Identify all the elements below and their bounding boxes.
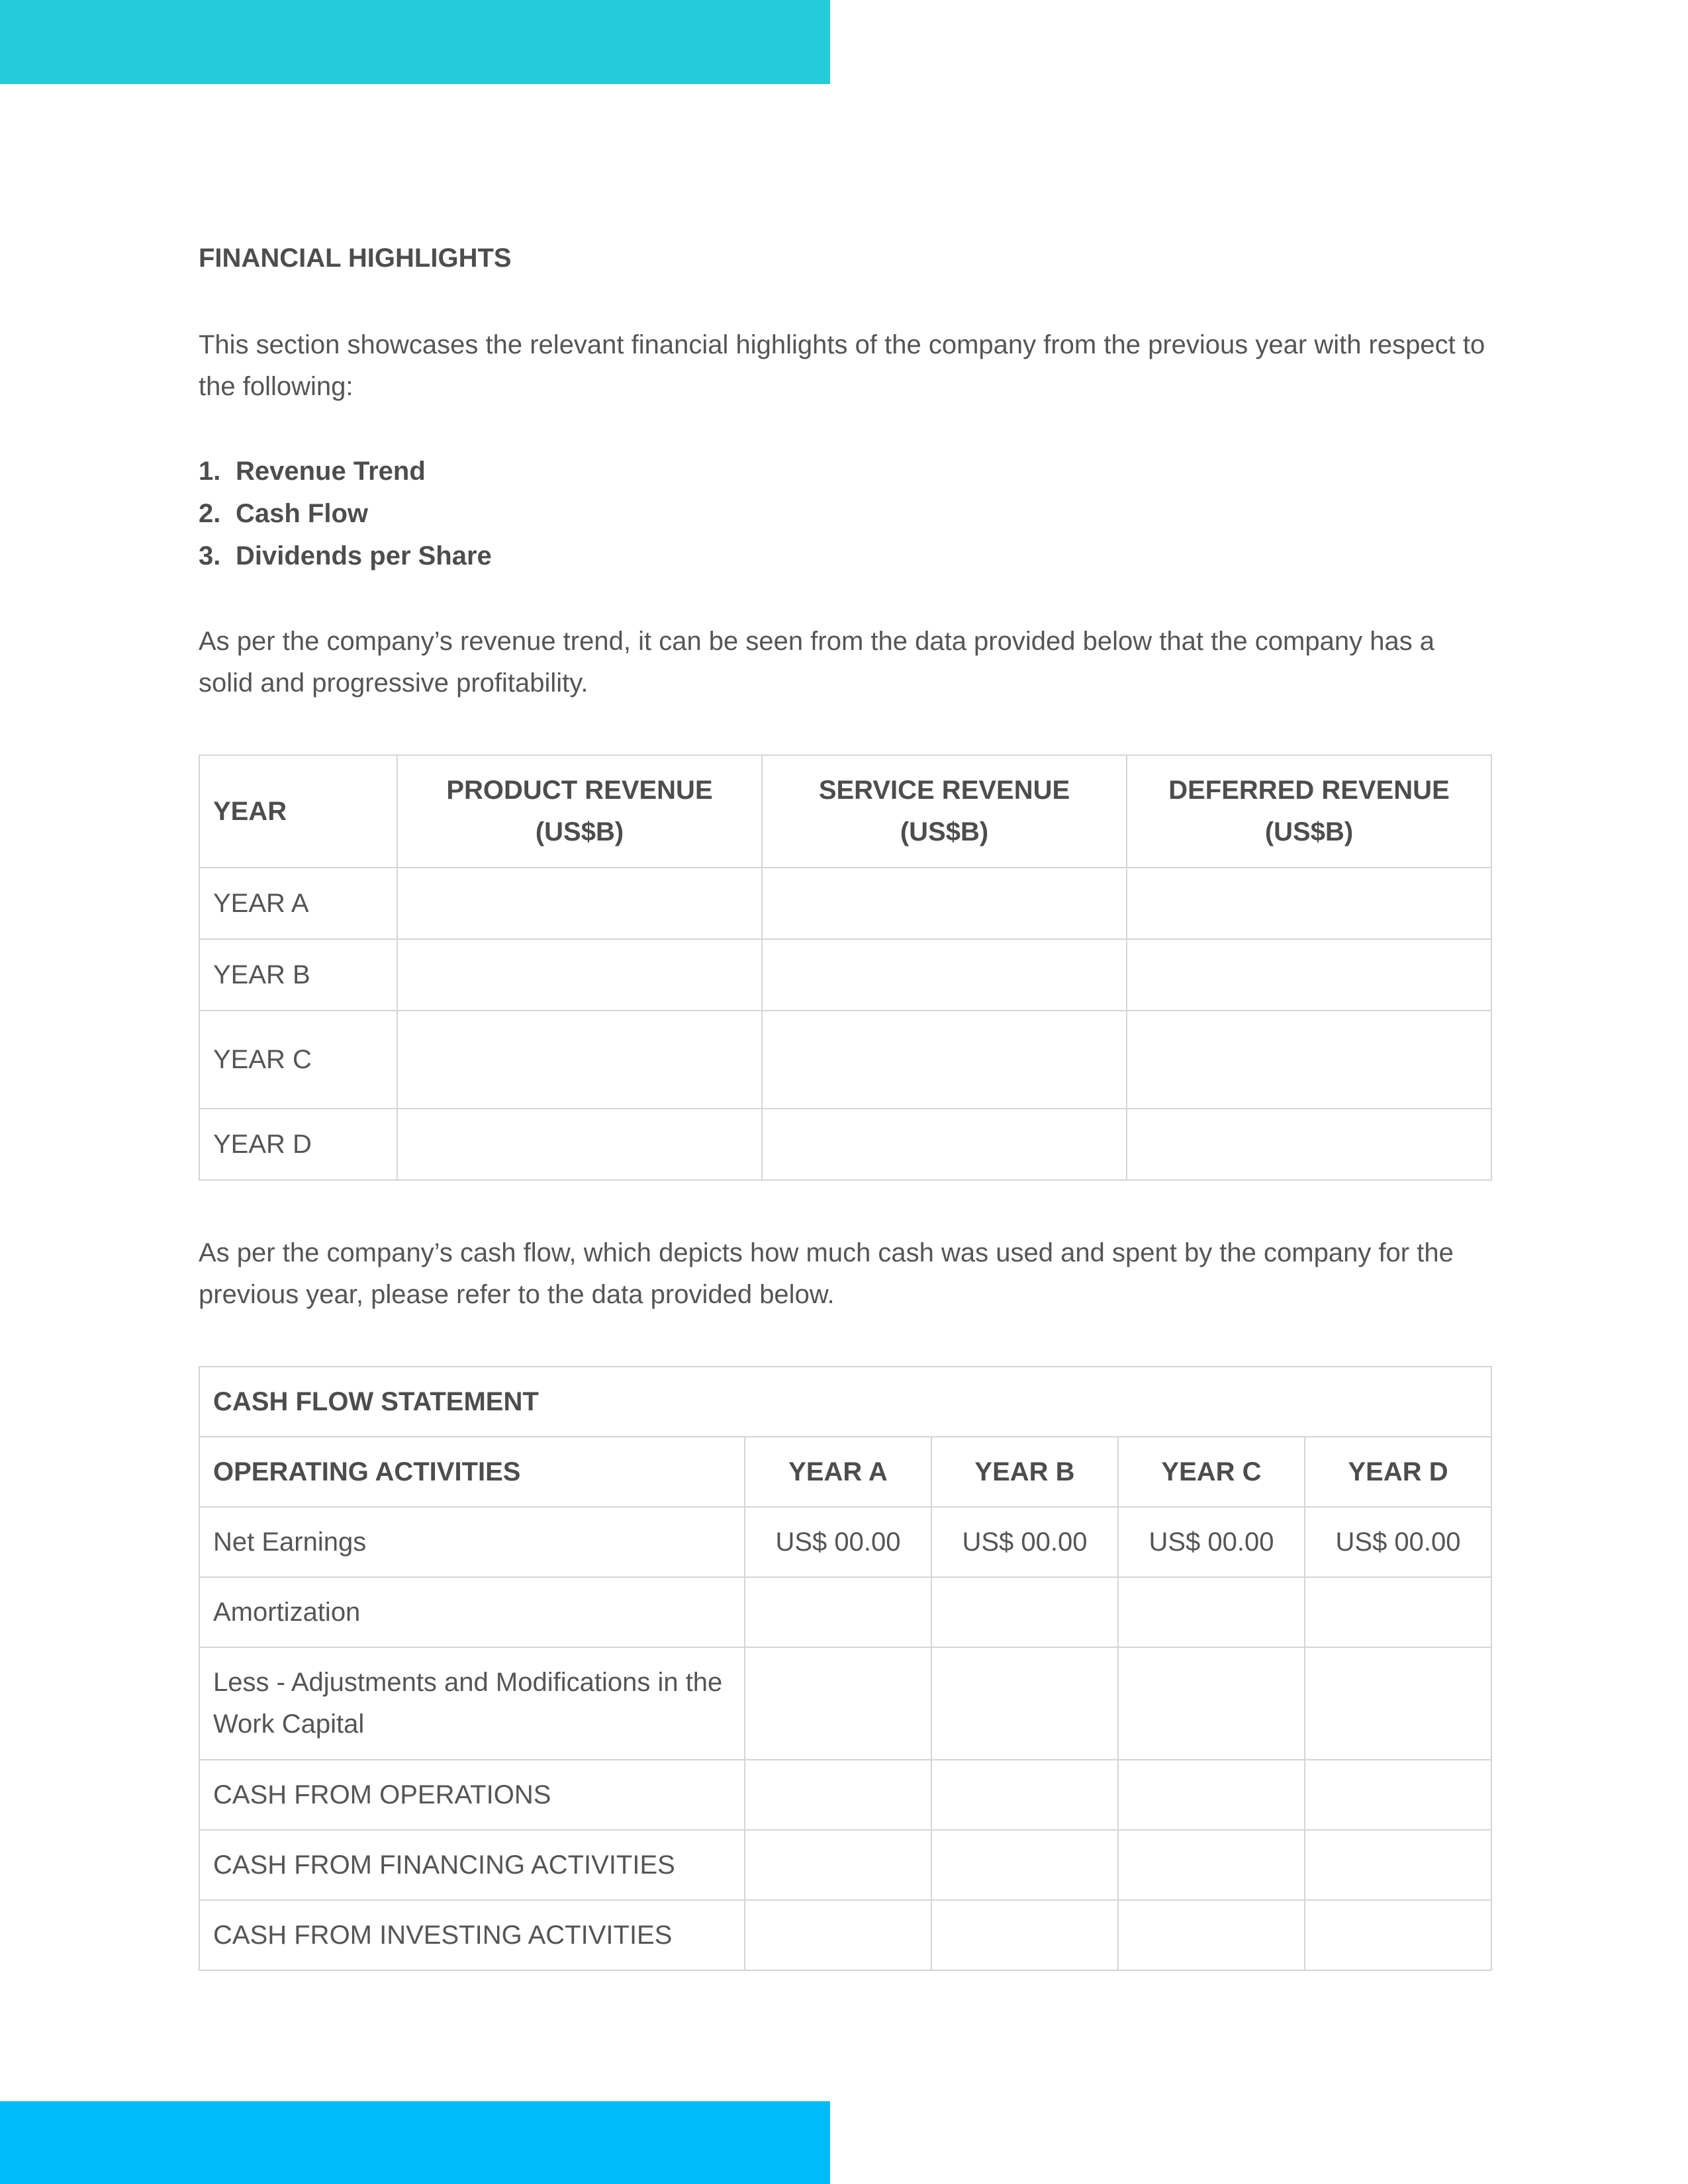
list-item (199, 450, 1491, 492)
column-header-year-d: YEAR D (1305, 1437, 1491, 1507)
document-body (199, 238, 1491, 1971)
bottom-accent-bar (0, 2101, 830, 2184)
value-cell (1118, 1647, 1305, 1760)
row-label: Less - Adjustments and Modifications in the Work Capital (199, 1647, 745, 1760)
table-header-row (199, 755, 1491, 868)
table-row (199, 1507, 1491, 1577)
column-header-year: YEAR (199, 755, 397, 868)
value-cell (1118, 1900, 1305, 1970)
table-row (199, 1830, 1491, 1900)
list-item (199, 535, 1491, 577)
revenue-table (199, 754, 1492, 1181)
value-cell: US$ 00.00 (745, 1507, 931, 1577)
table-row (199, 939, 1491, 1011)
column-header-year-a: YEAR A (745, 1437, 931, 1507)
list-number: 1. (199, 457, 221, 486)
top-accent-bar (0, 0, 830, 84)
table-row (199, 1760, 1491, 1830)
table-row (199, 1577, 1491, 1647)
value-cell (1305, 1830, 1491, 1900)
row-label: Amortization (199, 1577, 745, 1647)
value-cell (931, 1577, 1118, 1647)
product-revenue-cell (397, 939, 762, 1011)
value-cell (1305, 1900, 1491, 1970)
row-label: CASH FROM INVESTING ACTIVITIES (199, 1900, 745, 1970)
list-label: Cash Flow (236, 499, 369, 528)
column-header-deferred-revenue: DEFERRED REVENUE (US$B) (1127, 755, 1491, 868)
deferred-revenue-cell (1127, 939, 1491, 1011)
page-title: FINANCIAL HIGHLIGHTS (199, 244, 512, 273)
revenue-paragraph: As per the company’s revenue trend, it can be seen from the data provided below that the company has a solid and progressive profitability. (199, 627, 1435, 698)
table-row (199, 1011, 1491, 1109)
product-revenue-cell (397, 1109, 762, 1180)
value-cell (931, 1900, 1118, 1970)
service-revenue-cell (762, 1011, 1127, 1109)
deferred-revenue-cell (1127, 868, 1491, 939)
product-revenue-cell (397, 1011, 762, 1109)
column-header-year-b: YEAR B (931, 1437, 1118, 1507)
list-label: Revenue Trend (236, 457, 426, 486)
table-row (199, 1647, 1491, 1760)
value-cell (1305, 1760, 1491, 1830)
value-cell (931, 1830, 1118, 1900)
value-cell (745, 1760, 931, 1830)
table-row (199, 868, 1491, 939)
deferred-revenue-cell (1127, 1011, 1491, 1109)
list-number: 3. (199, 541, 221, 570)
row-label: CASH FROM FINANCING ACTIVITIES (199, 1830, 745, 1900)
value-cell (745, 1647, 931, 1760)
value-cell (1118, 1760, 1305, 1830)
service-revenue-cell (762, 868, 1127, 939)
list-item (199, 492, 1491, 535)
value-cell (1305, 1577, 1491, 1647)
year-cell: YEAR D (199, 1109, 397, 1180)
list-number: 2. (199, 499, 221, 528)
product-revenue-cell (397, 868, 762, 939)
deferred-revenue-cell (1127, 1109, 1491, 1180)
intro-paragraph: This section showcases the relevant financial highlights of the company from the previous year with respect to the following: (199, 330, 1485, 401)
year-cell: YEAR B (199, 939, 397, 1011)
row-label: CASH FROM OPERATIONS (199, 1760, 745, 1830)
column-header-year-c: YEAR C (1118, 1437, 1305, 1507)
value-cell (745, 1577, 931, 1647)
year-cell: YEAR C (199, 1011, 397, 1109)
table-row (199, 1900, 1491, 1970)
cash-flow-table (199, 1366, 1492, 1971)
column-header-product-revenue: PRODUCT REVENUE (US$B) (397, 755, 762, 868)
value-cell (931, 1647, 1118, 1760)
value-cell: US$ 00.00 (931, 1507, 1118, 1577)
table-title-row (199, 1367, 1491, 1437)
year-cell: YEAR A (199, 868, 397, 939)
service-revenue-cell (762, 939, 1127, 1011)
table-row (199, 1109, 1491, 1180)
cash-flow-title: CASH FLOW STATEMENT (199, 1367, 1491, 1437)
row-label: Net Earnings (199, 1507, 745, 1577)
value-cell (745, 1900, 931, 1970)
highlights-list (199, 450, 1491, 577)
list-label: Dividends per Share (236, 541, 492, 570)
value-cell (1118, 1830, 1305, 1900)
cash-flow-paragraph: As per the company’s cash flow, which depicts how much cash was used and spent by the company for the previous year, please refer to the data provided below. (199, 1238, 1454, 1309)
value-cell (931, 1760, 1118, 1830)
value-cell (1305, 1647, 1491, 1760)
value-cell (1118, 1577, 1305, 1647)
value-cell: US$ 00.00 (1118, 1507, 1305, 1577)
table-header-row (199, 1437, 1491, 1507)
value-cell (745, 1830, 931, 1900)
value-cell: US$ 00.00 (1305, 1507, 1491, 1577)
operating-activities-header: OPERATING ACTIVITIES (199, 1437, 745, 1507)
service-revenue-cell (762, 1109, 1127, 1180)
column-header-service-revenue: SERVICE REVENUE (US$B) (762, 755, 1127, 868)
